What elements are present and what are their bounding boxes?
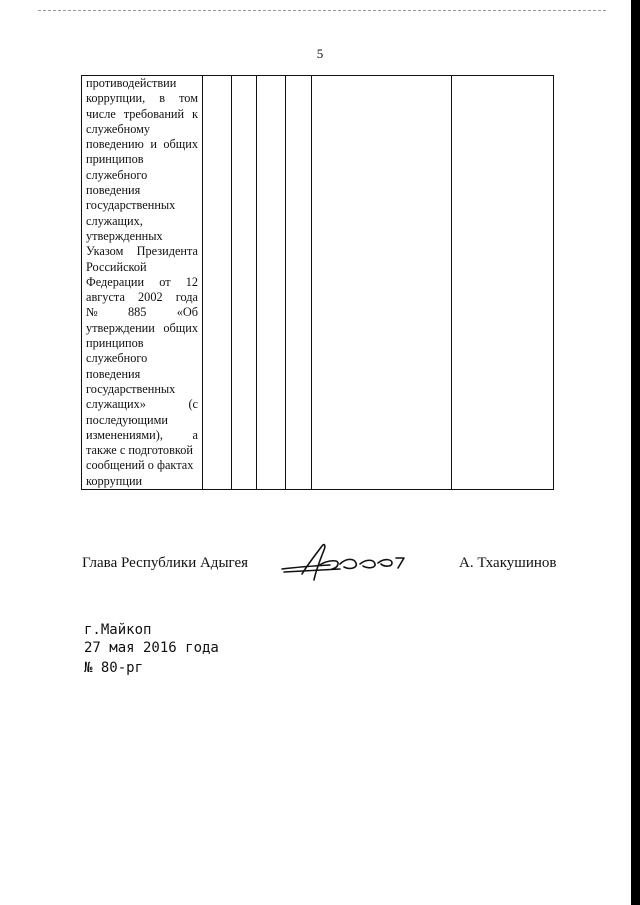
cell-line: служебного [86, 167, 148, 182]
scan-top-rule [38, 10, 606, 11]
continuation-table [81, 75, 554, 490]
cell-line: числе требований к [86, 106, 198, 121]
cell-line: утверждении общих [86, 320, 198, 335]
cell-line: поведения [86, 183, 141, 198]
cell-line: служащих, [86, 213, 143, 228]
stamp-number: № 80-рг [84, 660, 144, 676]
cell-line: Указом Президента [86, 244, 198, 259]
table-cell-empty [203, 76, 232, 490]
cell-line: утвержденных [86, 228, 163, 243]
cell-line: служащих» (с [86, 397, 198, 412]
handwritten-signature [280, 536, 420, 584]
cell-line: последующими [86, 412, 168, 427]
cell-line: коррупции, в том [86, 91, 198, 106]
stamp-city: г.Майкоп [84, 622, 152, 638]
table-cell-empty [232, 76, 257, 490]
cell-line: поведения [86, 366, 141, 381]
signatory-title: Глава Республики Адыгея [82, 555, 249, 571]
cell-line: Российской [86, 259, 147, 274]
table-cell-empty [452, 76, 554, 490]
stamp-date: 27 мая 2016 года [84, 640, 219, 656]
cell-line: № 885 «Об [86, 305, 198, 320]
table-row [82, 76, 554, 490]
page-number: 5 [316, 46, 324, 61]
table-cell-empty [286, 76, 312, 490]
table-cell-description [82, 76, 203, 490]
cell-line: служебному [86, 121, 151, 136]
cell-line: изменениями), а [86, 427, 198, 442]
cell-line: служебного [86, 351, 148, 366]
cell-line: Федерации от 12 [86, 274, 198, 289]
table-cell-empty [312, 76, 452, 490]
table-cell-empty [257, 76, 286, 490]
cell-line: государственных [86, 198, 176, 213]
cell-line: сообщений о фактах [86, 458, 194, 473]
cell-line: поведению и общих [86, 137, 198, 152]
cell-line: противодействии [86, 76, 177, 90]
cell-line: августа 2002 года [86, 290, 198, 305]
cell-line: государственных [86, 381, 176, 396]
signatory-name: А. Тхакушинов [459, 555, 557, 571]
cell-line: принципов [86, 152, 144, 167]
cell-line: принципов [86, 336, 144, 351]
cell-line: коррупции [86, 473, 143, 488]
scan-edge-shadow [631, 0, 640, 905]
cell-line: также с подготовкой [86, 443, 193, 458]
